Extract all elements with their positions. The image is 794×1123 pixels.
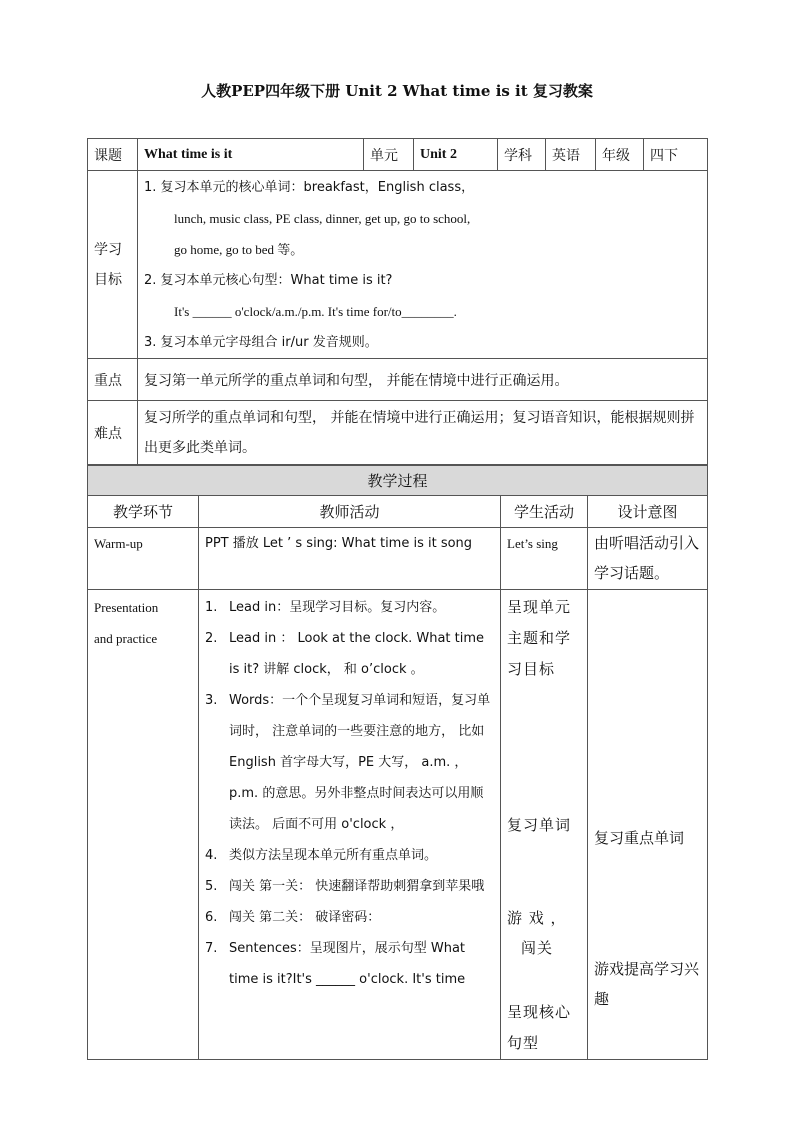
student-activity-3a: 游 戏 ， <box>507 909 567 927</box>
page-title: 人教PEP四年级下册 Unit 2 What time is it 复习教案 <box>201 82 593 100</box>
presentation-stage: Presentation and practice <box>88 590 199 1060</box>
grade-label: 年级 <box>596 139 644 171</box>
warmup-student: Let’s sing <box>501 528 588 590</box>
goal-line: go home, go to bed 等。 <box>174 241 304 257</box>
subject-value: 英语 <box>546 139 596 171</box>
step-item: 1. Lead in：呈现学习目标。复习内容。 <box>205 600 446 615</box>
warmup-stage: Warm-up <box>88 528 199 590</box>
goal-line: 1. 复习本单元的核心单词：breakfast，English class， <box>144 179 475 195</box>
step-item: 4. 类似方法呈现本单元所有重点单词。 <box>205 848 438 863</box>
step-item: 2. Lead in ： Look at the clock. What time is it? 讲解 clock， 和 o’clock 。 <box>205 631 485 677</box>
goal-line: It's ______ o'clock/a.m./p.m. It's time for/to________. <box>174 303 457 319</box>
teaching-process-table <box>87 465 708 1060</box>
student-activity-1: 呈现单元主题和学习目标 <box>507 598 572 678</box>
key-points-label: 重点 <box>88 359 138 401</box>
key-points-value: 复习第一单元所学的重点单词和句型， 并能在情境中进行正确运用。 <box>138 359 708 401</box>
step-item: 3. Words：一个个呈现复习单词和短语，复习单词时， 注意单词的一些要注意的地方， 比如 English 首字母大写，PE 大写， a.m. ， p.m. 的意思。另外非整点时间表达可以用顺读法。 后面不可用 o'clock ， <box>205 693 491 832</box>
unit-value: Unit 2 <box>414 139 498 171</box>
step-item: 6. 闯关 第二关： 破译密码： <box>205 910 381 925</box>
header-intent: 设计意图 <box>588 496 708 528</box>
grade-value: 四下 <box>644 139 708 171</box>
intent-1: 复习重点单词 <box>594 829 685 847</box>
difficulty-label: 难点 <box>88 401 138 465</box>
lesson-info-table <box>87 138 708 465</box>
step-item: 5. 闯关 第一关： 快速翻译帮助刺猬拿到苹果哦 <box>205 879 485 894</box>
difficulty-value: 复习所学的重点单词和句型， 并能在情境中进行正确运用；复习语音知识，能根据规则拼出更多此类单词。 <box>138 401 708 465</box>
student-activity-3b: 闯关 <box>521 939 554 957</box>
intent-2: 游戏提高学习兴趣 <box>594 960 700 1008</box>
unit-label: 单元 <box>364 139 414 171</box>
header-teacher: 教师活动 <box>199 496 501 528</box>
presentation-student <box>501 590 588 1060</box>
section-title: 教学过程 <box>88 466 708 496</box>
student-activity-2: 复习单词 <box>507 816 572 834</box>
header-student: 学生活动 <box>501 496 588 528</box>
warmup-intent: 由听唱活动引入学习话题。 <box>588 528 708 590</box>
presentation-intent <box>588 590 708 1060</box>
goals-label: 学习 目标 <box>88 171 138 359</box>
header-stage: 教学环节 <box>88 496 199 528</box>
goal-line: 3. 复习本单元字母组合 ir/ur 发音规则。 <box>144 334 378 350</box>
topic-label: 课题 <box>88 139 138 171</box>
learning-goals <box>138 171 708 359</box>
subject-label: 学科 <box>498 139 546 171</box>
student-activity-4: 呈现核心句型 <box>507 1003 572 1052</box>
goal-line: lunch, music class, PE class, dinner, get up, go to school, <box>174 210 471 226</box>
goal-line: 2. 复习本单元核心句型：What time is it? <box>144 272 393 288</box>
topic-value: What time is it <box>138 139 364 171</box>
warmup-teacher: PPT 播放 Let ’ s sing: What time is it song <box>199 528 501 590</box>
presentation-teacher <box>199 590 501 1060</box>
step-item: 7. Sentences：呈现图片，展示句型 What time is it?It's ______ o'clock. It's time <box>205 941 466 987</box>
